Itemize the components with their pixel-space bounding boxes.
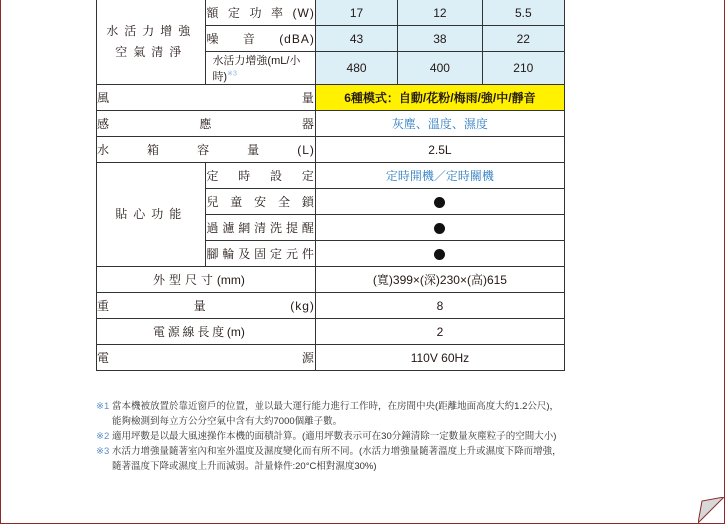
row-label-fan: 風量 [97,85,316,111]
footnote [96,444,636,474]
group-water-active-purify: 水活力增強 空氣清淨 [97,0,206,85]
row-label-rated-power: 額定功率(W) [206,0,315,26]
footnote-line: 當本機被放置於靠近窗戶的位置，並以最大運行能力進行工作時，在房間中央(距離地面高度大約1.2公尺)， [112,401,560,412]
group-care-features: 貼心功能 [97,163,206,267]
power-value: 110V 60Hz [315,345,564,371]
row-label-humidify: 水活力增強(mL/小時)$^{※3}$ [206,52,315,85]
size-value: (寬)399×(深)230×(高)615 [315,267,564,293]
dot-icon [434,249,445,260]
footnote-line: 水活力增強量隨著室內和室外溫度及濕度變化而有所不同。(水活力增強量隨著溫度上升或濕度下降而增強， [112,446,562,457]
row-label-casters: 腳輪及固定元件 [206,241,315,267]
footnote-line: 適用坪數是以最大風速操作本機的面積計算。(適用坪數表示可在30分鐘清除一定數量灰塵粒子的空間大小) [112,431,557,442]
cell-value: 400 [398,52,482,85]
row-label-noise: 噪音(dBA) [206,26,315,52]
tank-value: 2.5L [315,137,564,163]
dot-icon [434,223,445,234]
row-label-size: 外型尺寸(mm) [97,267,316,293]
fan-modes-value: 6種模式：自動/花粉/梅雨/強/中/靜音 [315,85,564,111]
casters-value [315,241,564,267]
cell-value: 22 [482,26,564,52]
cell-value: 12 [398,0,482,26]
cell-value: 210 [482,52,564,85]
footnote-line: 隨著溫度下降或濕度上升而減弱。計量條件:20°C相對濕度30%) [112,461,377,472]
footnote-mark: ※2 [96,431,110,442]
weight-value: 8 [315,293,564,319]
row-label-timer: 定時設定 [206,163,315,189]
cell-value: 5.5 [482,0,564,26]
cell-value: 17 [315,0,397,26]
page-curl-icon [698,497,724,523]
child-lock-value [315,189,564,215]
footnote [96,429,636,444]
timer-value: 定時開機／定時關機 [315,163,564,189]
footnote-mark: ※3 [96,446,110,457]
row-label-power: 電源 [97,345,316,371]
dot-icon [434,197,445,208]
row-label-filter-reminder: 過濾網清洗提醒 [206,215,315,241]
footnote [96,399,636,429]
row-label-tank: 水箱容量(L) [97,137,316,163]
cell-value: 43 [315,26,397,52]
row-label-cord: 電源線長度(m) [97,319,316,345]
sensor-value: 灰塵、溫度、濕度 [315,111,564,137]
footnote-mark: ※1 [96,401,110,412]
footnotes [96,399,636,474]
spec-table [96,0,565,371]
cord-value: 2 [315,319,564,345]
row-label-child-lock: 兒童安全鎖 [206,189,315,215]
filter-reminder-value [315,215,564,241]
page-border-left [0,0,1,524]
cell-value: 480 [315,52,397,85]
row-label-sensor: 感應器 [97,111,316,137]
row-label-weight: 重量(kg) [97,293,316,319]
footnote-ref: ※3 [227,70,237,78]
cell-value: 38 [398,26,482,52]
footnote-line: 能夠檢測到每立方公分空氣中含有大約7000個離子數。 [112,416,343,427]
